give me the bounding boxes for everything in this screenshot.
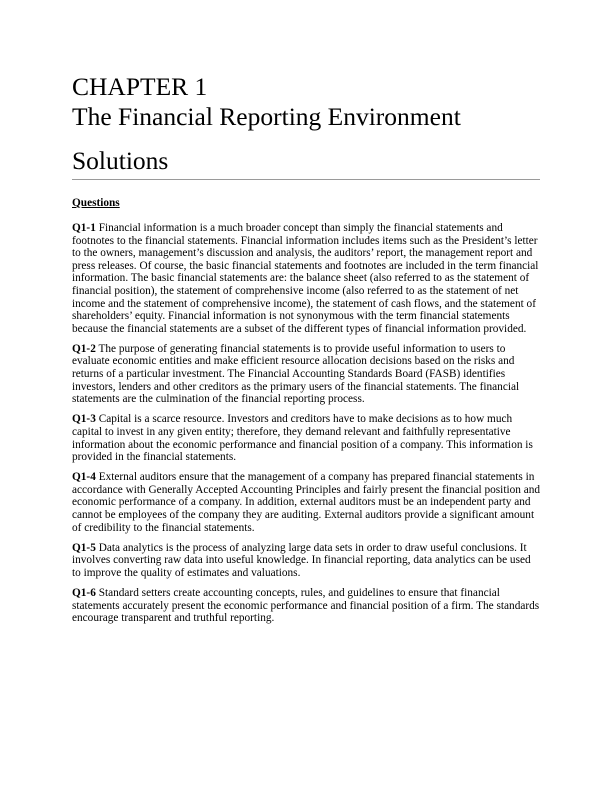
question-answer-q1-6	[72, 587, 542, 625]
answer-text: External auditors ensure that the management of a company has prepared financial statements in accordance with Generally Accepted Accounting Principles and fairly present the financial position and economic performance of a company. In addition, external auditors must be an independent party and cannot be employees of the company they are auditing. External auditors provide a significant amount of credibility to the financial statements.	[72, 471, 541, 534]
question-number: Q1-6	[72, 586, 96, 599]
question-number: Q1-3	[72, 413, 96, 426]
questions-list	[72, 222, 542, 632]
question-number: Q1-1	[72, 222, 96, 234]
answer-text: The purpose of generating financial statements is to provide useful information to users to evaluate economic entities and make efficient resource allocation decisions based on the risks and returns of a particular investment. The Financial Accounting Standards Board (FASB) identifies investors, lenders and other creditors as the primary users of the financial statements. The financial statements are the culmination of the financial reporting process.	[72, 342, 520, 406]
chapter-title: The Financial Reporting Environment	[72, 102, 461, 131]
answer-text: Financial information is a much broader concept than simply the financial statements and footnotes to the financial statements. Financial information includes items such as the President’s letter to the owners, management’s discussion and analysis, the auditors’ report, the management report and press releases. Of course, the basic financial statements and footnotes are included in the term financial information. The basic financial statements are: the balance sheet (also referred to as the statement of financial position), the statement of comprehensive income (also referred to as the statement of net income and the statement of comprehensive income), the statement of cash flows, and the statement of shareholders’ equity. Financial information is not synonymous with the term financial statements because the financial statements are a subset of the different types of financial information provided.	[72, 222, 539, 335]
chapter-label: CHAPTER 1	[72, 72, 208, 101]
question-answer-q1-2	[72, 343, 542, 406]
answer-text: Standard setters create accounting concepts, rules, and guidelines to ensure that financial statements accurately present the economic performance and financial position of a firm. The standards encourage transparent and truthful reporting.	[72, 586, 540, 625]
question-answer-q1-5	[72, 542, 542, 580]
question-number: Q1-2	[72, 342, 96, 355]
answer-text: Data analytics is the process of analyzing large data sets in order to draw useful conclusions. It involves converting raw data into useful knowledge. In financial reporting, data analytics can be used to improve the quality of estimates and valuations.	[72, 541, 531, 579]
title-divider	[72, 179, 540, 180]
question-answer-q1-1	[72, 222, 542, 335]
question-answer-q1-4	[72, 471, 542, 534]
questions-heading: Questions	[72, 197, 120, 209]
question-answer-q1-3	[72, 413, 542, 463]
question-number: Q1-4	[72, 471, 96, 484]
section-title: Solutions	[72, 146, 169, 175]
answer-text: Capital is a scarce resource. Investors and creditors have to make decisions as to how much capital to invest in any given entity; therefore, they demand relevant and faithfully representative information about the economic performance and financial position of a company. This information is provided in the financial statements.	[72, 413, 533, 464]
question-number: Q1-5	[72, 541, 96, 554]
